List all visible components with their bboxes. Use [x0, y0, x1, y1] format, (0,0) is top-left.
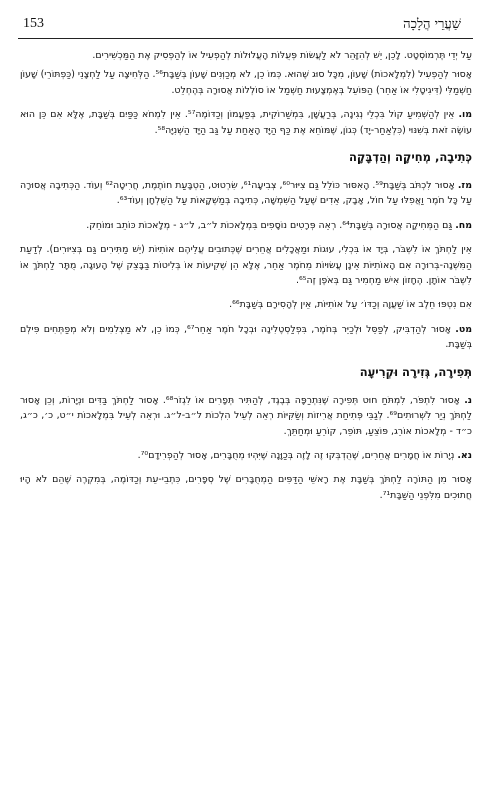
paragraph-nun: [20, 393, 472, 439]
paragraph-mem-vav: [20, 107, 472, 138]
paragraph-mem-chet: [20, 218, 472, 233]
paragraph-number: מט.: [455, 323, 472, 335]
paragraph-text: אִם נִטְפּוּ חֵלֶב אוֹ שַׁעֲוָה וְכַדּוֹ׳ עַל אוֹתִיּוֹת, אֵין לְהָסִירָם בְּשַׁבָּת⁶⁶.: [229, 299, 472, 311]
section-heading-sewing: תְּפִירָה, גְּזִירָה וּקְרִיעָה: [359, 364, 472, 379]
paragraph-text: אֵין לְהַשְׁמִיעַ קוֹל בִּכְלֵי נְגִינָה, בְּרַעֲשָׁן, בִּמְשַׁרוֹקִית, בְּפַעֲמוֹן וְכַדּוֹמֶה⁵⁷. אֵין לִמְחֹא כַּפַּיִם בְּשַׁבָּת, אֶלָּא אִם כֵּן הוּא עוֹשֶׂה זֹאת בְּשִׁנּוּי (כִּלְאַחַר-יָד) כְּגוֹן, שֶׁמּוֹחֵא אֶת כַּף הַיָּד הָאַחַת עַל גַּב הַיָּד הַשְּׁנִיָּה⁵⁸.: [20, 109, 472, 136]
paragraph-clock: [20, 67, 472, 98]
header-divider: [18, 38, 473, 39]
page-number: 153: [23, 16, 44, 31]
paragraph-number: מו.: [458, 109, 473, 121]
paragraph-number: נ.: [464, 394, 473, 406]
paragraph-cakes: [20, 242, 472, 288]
page-header: [0, 16, 491, 38]
paragraph-nun-alef: [20, 448, 472, 463]
paragraph-wax: [20, 297, 472, 312]
paragraph-number: מח.: [455, 219, 472, 231]
paragraph-continued: [20, 48, 472, 63]
paragraph-text: גַּם הַמְּחִיקָה אֲסוּרָה בְּשַׁבָּת⁶⁴. רְאֵה פְּרָטִים נוֹסָפִים בִּמְלָאכוֹת ל״ב, ל״ג - מְלָאכוֹת כּוֹתֵב וּמוֹחֵק.: [86, 219, 453, 231]
paragraph-number: נא.: [457, 449, 472, 461]
paragraph-number: מז.: [457, 180, 472, 192]
paragraph-text: אָסוּר מִן הַתּוֹרָה לַחְתֹּךְ בְּשַׁבָּת אֶת רָאשֵׁי הַדַּפִּים הַמְחֻבָּרִים שֶׁל סְפָרִים, כִּתְבֵי-עֵת וְכַדּוֹמֶה, בְּמִקְרֶה שֶׁהֵם לֹא הָיוּ חֲתוּכִים מִלִּפְנֵי הַשַּׁבָּת⁷¹.: [20, 474, 472, 501]
paragraph-text: אֵין לַחְתֹּךְ אוֹ לִשְׁבֹּר, בְּיָד אוֹ בִּכְלִי, עוּגוֹת וּמַאֲכָלִים אֲחֵרִים שֶׁכְּתוּבִים עֲלֵיהֶם אוֹתִיּוֹת (יֵשׁ מַתִּירִים גַּם בְּצִיּוּרִים). לְדַעַת הַמִּשְׁנָה-בְּרוּרָה אִם הָאוֹתִיּוֹת אֵינָן עֲשׂוּיוֹת מֵחֹמֶר אַחֵר, אֶלָּא הֵן שְׁקִיעוֹת אוֹ בְּלִיטוֹת בַּבָּצֵק שֶׁל הָעוּגָה, מֻתָּר לַחְתֹּךְ אוֹ לִשְׁבֹּר אוֹתָן. הֶחָזוֹן אִישׁ מַחְמִיר גַּם בְּאֹפֶן זֶה⁶⁵.: [20, 244, 472, 287]
paragraph-mem-tet: [20, 322, 472, 353]
paragraph-text: אָסוּר לְהַדְבִּיק, לְפַסֵּל וּלְכַיֵּר בְּחֹמֶר, בִּפְלַסְטֶלִינָה וּבְכָל חֹמֶר אַחֵר⁶⁷, כְּמוֹ כֵן, לֹא מַצְלִמִים וְלֹא מְפַתְּחִים פִּילְם בְּשַׁבָּת.: [20, 323, 472, 351]
paragraph-text: אָסוּר לִכְתֹּב בְּשַׁבָּת⁵⁹. הָאִסּוּר כּוֹלֵל גַּם צִיּוּר⁶⁰, צְבִיעָה⁶¹, שִׂרְטוּט, הַטְבָּעַת חוֹתֶמֶת, חֲרִיטָה⁶² וְעוֹד. הַכְּתִיבָה אֲסוּרָה עַל כָּל חֹמֶר וַאֲפִלּוּ עַל חוֹל, אָבָק, אֵדִים שֶׁעַל הַשִּׁמְשָׁה, כְּתִיבָה בְּמַשְׁקָאוֹת עַל הַשֻּׁלְחָן וְעוֹד⁶³.: [20, 180, 472, 207]
section-heading-writing: כְּתִיבָה, מְחִיקָה וְהַדְבָּקָה: [348, 150, 472, 165]
paragraph-text: אָסוּר לְהַפְעִיל (לִמְלָאכוֹת) שָׁעוֹן, מִכָּל סוּג שֶׁהוּא. כְּמוֹ כֵן, לֹא מְכַוְּנִים שָׁעוֹן בְּשַׁבָּת⁵⁶. הַלְּחִיצָה עַל לַחְצָנֵי (כַּפְתּוֹרֵי) שָׁעוֹן חַשְׁמַלִּי (דִּיגִיטָלִי אוֹ אַחֵר) הַפּוֹעֵל בְּאֶמְצָעוּת חַשְׁמַל אוֹ סוֹלְלוֹת אֲסוּרָה בְּהֶחְלֵט.: [20, 69, 472, 96]
paragraph-text: עַל יְדֵי תֶּרְמוֹסְטָט. לָכֵן, יֵשׁ לְהִזָּהֵר לֹא לַעֲשׂוֹת פְּעֻלּוֹת הָעֲלוּלוֹת לְהַפְעִיל אוֹ לְהַפְסִיק אֶת הַמַּכְשִׁירִים.: [92, 50, 472, 61]
paragraph-books: [20, 472, 472, 503]
running-head: שַׁעֲרֵי הֲלָכָה: [403, 17, 461, 32]
paragraph-text: נְיָרוֹת אוֹ חֲמָרִים אֲחֵרִים, שֶׁהֻדְבְּקוּ זֶה לָזֶה בְּכַוָּנָה שֶׁיִּהְיוּ מְחֻבָּרִים, אָסוּר לְהַפְרִידָם⁷⁰.: [137, 449, 455, 461]
paragraph-text: אָסוּר לִתְפֹּר, לִמְתֹּחַ חוּט תְּפִירָה שֶׁנִּתְרַפָּה בְּבֶגֶד, לְהַתִּיר תְּפָרִים אוֹ לִגְזֹר⁶⁸. אָסוּר לַחְתֹּךְ בַּדִּים וּנְיָרוֹת, וְכֵן אָסוּר לַחְתֹּךְ נְיַר לִשְׁרוּתִים⁶⁹. לְגַבֵּי פְּתִיחַת אֲרִיזוֹת וְשַׂקִּיּוֹת רְאֵה לְעֵיל הִלְכוֹת ל״ב-ל״ג. וּרְאֵה לְעֵיל בִּמְלָאכוֹת י״ט, כ׳, כ״ג, כ״ד - מְלָאכוֹת אוֹרֵג, פּוֹצֵעַ, תּוֹפֵר, קוֹרֵעַ וּמְחַתֵּךְ.: [20, 394, 472, 437]
paragraph-mem-zayin: [20, 178, 472, 209]
page-body: [20, 48, 472, 512]
